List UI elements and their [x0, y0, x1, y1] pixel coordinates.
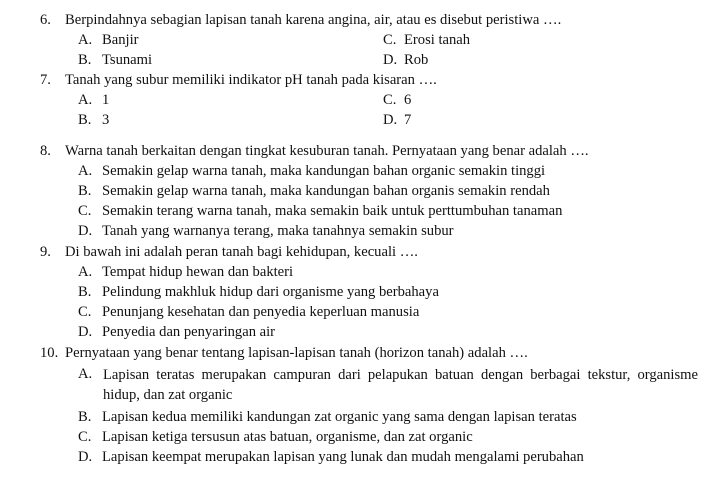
question-text: Pernyataan yang benar tentang lapisan-lapisan tanah (horizon tanah) adalah ….	[65, 345, 528, 361]
question-number: 7.	[40, 72, 51, 88]
option-text: Tanah yang warnanya terang, maka tanahnya semakin subur	[102, 223, 454, 239]
option-text: Semakin gelap warna tanah, maka kandungan bahan organic semakin tinggi	[102, 163, 546, 179]
option-10a	[78, 366, 698, 405]
option-letter: B.	[78, 183, 92, 199]
option-text: Banjir	[102, 32, 139, 48]
option-letter: D.	[78, 223, 93, 239]
option-letter: A.	[78, 92, 93, 108]
option-letter: A.	[78, 32, 93, 48]
option-text: Semakin terang warna tanah, maka semakin baik untuk perttumbuhan tanaman	[102, 203, 563, 219]
option-text: 1	[102, 92, 110, 108]
option-letter: A.	[78, 163, 93, 179]
question-number: 8.	[40, 143, 51, 159]
question-text: Di bawah ini adalah peran tanah bagi kehidupan, kecuali ….	[65, 244, 418, 260]
question-number: 6.	[40, 12, 51, 28]
option-letter: C.	[78, 203, 92, 219]
option-text: Pelindung makhluk hidup dari organisme yang berbahaya	[102, 284, 439, 300]
option-letter: C.	[383, 32, 397, 48]
option-letter: B.	[78, 409, 92, 425]
option-text: Tempat hidup hewan dan bakteri	[102, 264, 294, 280]
option-letter: B.	[78, 112, 92, 128]
option-text: Tsunami	[102, 52, 153, 68]
option-text: Lapisan teratas merupakan campuran dari pelapukan batuan dengan berbagai tekstur, organisme hidup, dan zat organic	[103, 367, 698, 403]
option-letter: D.	[383, 52, 398, 68]
question-text: Tanah yang subur memiliki indikator pH tanah pada kisaran ….	[65, 72, 437, 88]
option-text: Lapisan ketiga tersusun atas batuan, organisme, dan zat organic	[102, 429, 473, 445]
question-number: 9.	[40, 244, 51, 260]
option-letter: C.	[78, 429, 92, 445]
option-letter: A.	[78, 264, 93, 280]
question-text: Berpindahnya sebagian lapisan tanah karena angina, air, atau es disebut peristiwa ….	[65, 12, 562, 28]
option-letter: B.	[78, 284, 92, 300]
option-letter: D.	[78, 324, 93, 340]
option-letter: B.	[78, 52, 92, 68]
option-text: Penyedia dan penyaringan air	[102, 324, 276, 340]
option-letter: D.	[78, 449, 93, 465]
option-letter: C.	[383, 92, 397, 108]
option-text: 3	[102, 112, 110, 128]
option-text: Lapisan keempat merupakan lapisan yang lunak dan mudah mengalami perubahan	[102, 449, 584, 465]
option-letter: C.	[78, 304, 92, 320]
option-text: 6	[404, 92, 412, 108]
option-text: Semakin gelap warna tanah, maka kandungan bahan organis semakin rendah	[102, 183, 550, 199]
option-letter: D.	[383, 112, 398, 128]
question-text: Warna tanah berkaitan dengan tingkat kesuburan tanah. Pernyataan yang benar adalah ….	[65, 143, 589, 159]
option-letter: A.	[78, 366, 93, 382]
option-text: Lapisan kedua memiliki kandungan zat organic yang sama dengan lapisan teratas	[102, 409, 577, 425]
option-text: Rob	[404, 52, 429, 68]
question-number: 10.	[40, 345, 59, 361]
option-text: 7	[404, 112, 412, 128]
option-text: Penunjang kesehatan dan penyedia keperluan manusia	[102, 304, 420, 320]
option-text: Erosi tanah	[404, 32, 471, 48]
